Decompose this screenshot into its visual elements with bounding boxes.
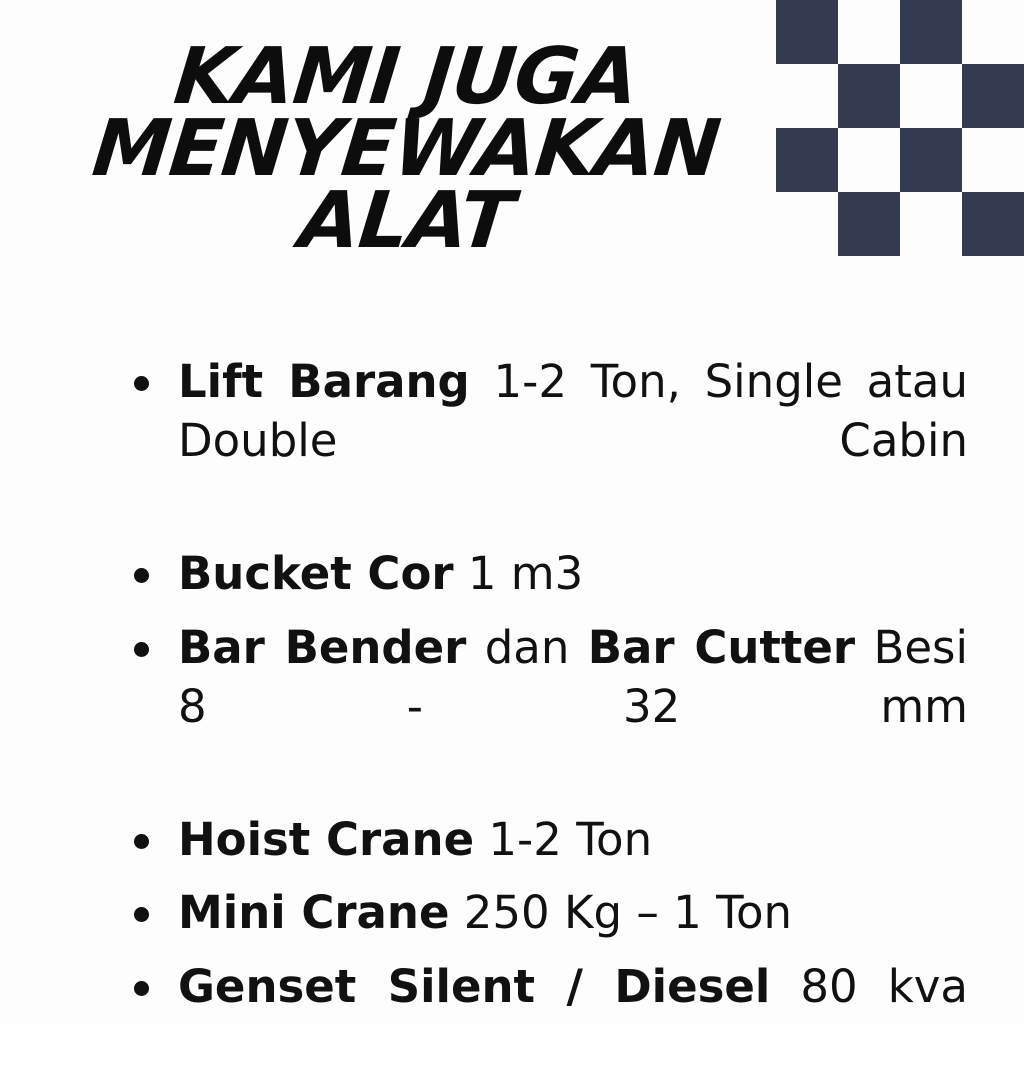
- checker-cell: [776, 64, 838, 128]
- checker-cell: [962, 64, 1024, 128]
- item-name: Mini Crane: [178, 886, 450, 940]
- checker-cell: [900, 0, 962, 64]
- checker-cell: [900, 64, 962, 128]
- checker-cell: [838, 0, 900, 64]
- item-detail: 1-2 Ton: [474, 812, 653, 866]
- item-detail: 1-2 Ton, Single atau Double Cabin: [178, 355, 968, 468]
- item-detail: 80 kva: [770, 959, 968, 1013]
- checker-cell: [776, 192, 838, 256]
- list-item: [118, 618, 968, 796]
- checker-cell: [838, 64, 900, 128]
- item-detail: Besi 8 - 32 mm: [178, 620, 968, 733]
- page-title: [56, 32, 756, 266]
- checker-cell: [962, 128, 1024, 192]
- title-line-1: KAMI JUGA: [170, 32, 642, 122]
- checker-cell: [776, 0, 838, 64]
- item-detail: 250 Kg – 1 Ton: [449, 886, 792, 940]
- item-name: Hoist Crane: [178, 812, 475, 866]
- list-item: [118, 544, 968, 603]
- list-item: [118, 957, 968, 1076]
- item-name: Bucket Cor: [178, 547, 454, 601]
- item-conjunction: dan: [466, 620, 588, 674]
- list-item: [118, 352, 968, 530]
- checker-cell: [900, 128, 962, 192]
- item-name-b: Bar Cutter: [587, 620, 856, 674]
- item-name: Lift Barang: [178, 355, 470, 408]
- checker-cell: [838, 128, 900, 192]
- list-item: [118, 810, 968, 869]
- list-item: [118, 883, 968, 942]
- title-line-2: MENYEWAKAN: [88, 103, 724, 194]
- title-line-3: ALAT: [295, 175, 517, 266]
- equipment-list: [118, 352, 968, 1089]
- checker-cell: [962, 0, 1024, 64]
- checker-cell: [838, 192, 900, 256]
- item-name: Genset Silent / Diesel: [178, 959, 771, 1013]
- checker-cell: [900, 192, 962, 256]
- checker-cell: [962, 192, 1024, 256]
- item-detail: 1 m3: [453, 547, 584, 601]
- checkerboard-pattern: [776, 0, 1024, 256]
- checker-cell: [776, 128, 838, 192]
- item-name-a: Bar Bender: [178, 620, 467, 674]
